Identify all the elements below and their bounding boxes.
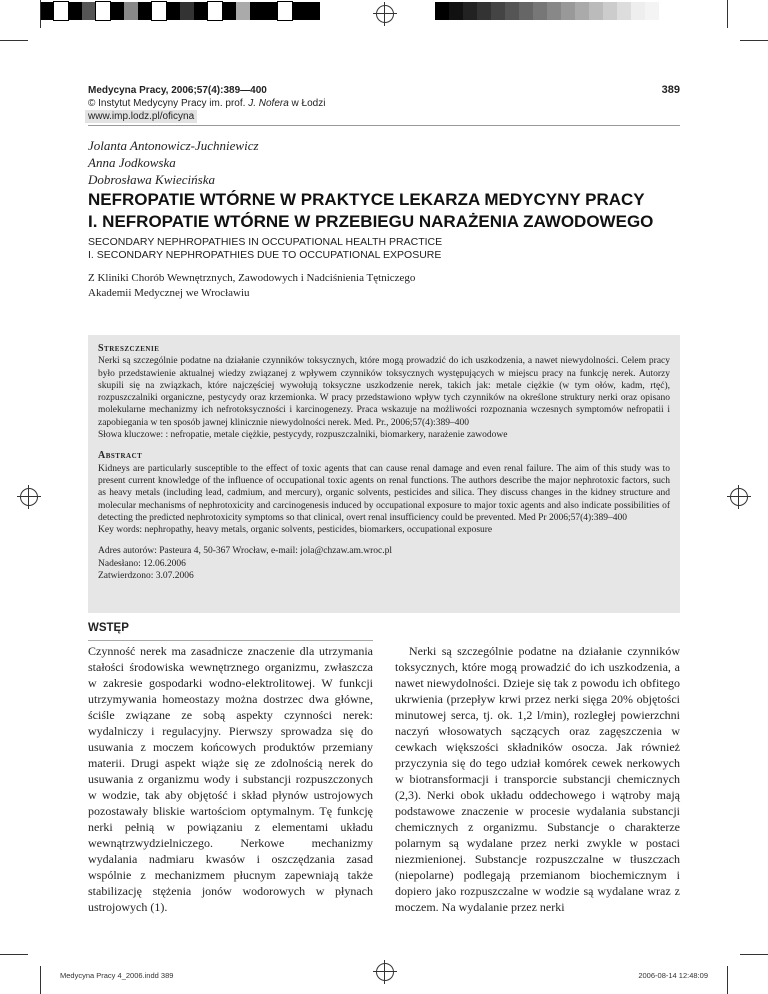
registration-mark-top <box>376 5 394 23</box>
correspondence-address: Adres autorów: Pasteura 4, 50-367 Wrocław, e-mail: jola@chzaw.am.wroc.pl <box>98 546 392 557</box>
journal-header <box>88 84 325 123</box>
article-title: NEFROPATIE WTÓRNE W PRAKTYCE LEKARZA MEDYCYNY PRACY I. NEFROPATIE WTÓRNE W PRZEBIEGU NARAŻENIA ZAWODOWEGO <box>88 190 654 231</box>
keywords-pl: Słowa kluczowe: : nefropatie, metale ciężkie, pestycydy, rozpuszczalniki, biomarkery, narażenie zawodowe <box>98 430 508 441</box>
body-column-left: Czynność nerek ma zasadnicze znaczenie dla utrzymania stałości środowiska wewnętrznego organizmu, zwłaszcza w zakresie gospodarki wodno-elektrolitowej. W funkcji utrzymywania homeostazy można dostrzec dwa główne, ściśle związane ze sobą aspekty czynności nerek: wydalniczy i regulacyjny. Pierwszy sprowadza się do usuwania z moczem końcowych produktów przemiany materii. Drugi aspekt wiąże się ze zdolnością nerek do usuwania z organizmu wody i substancji rozpuszczonych w wodzie, tak aby objętość i skład płynów ustrojowych pozostawały bliskie wartościom optymalnym. Tę funkcję nerki pełnią w powiązaniu z elementami układu wewnątrzwydzielniczego. Nerkowe mechanizmy wydalania nadmiaru kwasów i oszczędzania zasad wspólnie z mechanizmem płucnym zapewniają także stabilizację stężenia jonów wodorowych w płynach ustrojowych (1). <box>88 644 373 914</box>
journal-citation: Medycyna Pracy, 2006;57(4):389—400 <box>88 85 267 96</box>
footer-timestamp: 2006-08-14 12:48:09 <box>638 971 708 980</box>
crop-mark <box>740 40 768 41</box>
copyright-line: © Instytut Medycyny Pracy im. prof. J. Nofera w Łodzi <box>88 98 326 109</box>
affiliation: Z Kliniki Chorób Wewnętrznych, Zawodowych i Nadciśnienia Tętniczego Akademii Medycznej we Wrocławiu <box>88 272 416 299</box>
color-bar-right <box>435 2 659 20</box>
section-heading: WSTĘP <box>88 622 129 634</box>
abstract-en-text: Kidneys are particularly susceptible to the effect of toxic agents that can cause renal damage and even renal failure. The aim of this study was to present current knowledge of the influence of occupational toxic agents on renal functions. The authors describe the major nephrotoxic factors, such as heavy metals (including lead, cadmium, and mercury), organic solvents, pesticides and silica. They discuss changes in the kidney structure and molecular mechanisms of nephrotoxicity and carcinogenesis induced by occupational exposure to major toxic agents and also indicate possibilities of detecting the predicted nephrotoxicity symptoms so that clinical, overt renal insufficiency could be prevented. Med Pr 2006;57(4):389–400 <box>98 463 670 523</box>
date-received: Nadesłano: 12.06.2006 <box>98 558 186 569</box>
section-rule <box>88 640 373 641</box>
abstract-pl-text: Nerki są szczególnie podatne na działanie czynników toksycznych, które mogą prowadzić do ich uszkodzenia, a nawet niewydolności. Celem pracy było przedstawienie aktualnej wiedzy związanej z wpływem czynników toksycznych występujących w miejscu pracy na funkcję nerek. Autorzy skupili się na związkach, które najczęściej wywołują toksyczne uszkodzenie nerek, takich jak: metale ciężkie (w tym ołów, kadm, rtęć), rozpuszczalniki organiczne, pestycydy oraz krzemionka. W pracy przedstawiono wpływ tych czynników na określone struktury nerki oraz opisano molekularne mechanizmy ich nefrotoksyczności i karcinogenezy. Praca wskazuje na możliwości rozpoznania wczesnych symptomów nefropatii i zapobiegania w ten sposób jawnej klinicznie niewydolności nerek. Med. Pr., 2006;57(4):389–400 <box>98 356 670 428</box>
crop-mark <box>0 954 28 955</box>
author-name: Dobrosława Kwiecińska <box>88 172 215 187</box>
abstract-en-heading: Abstract <box>98 450 143 462</box>
author-list <box>88 137 259 188</box>
footer-file-label: Medycyna Pracy 4_2006.indd 389 <box>60 971 174 980</box>
header-rule <box>88 125 680 126</box>
abstract-pl-heading: Streszczenie <box>98 343 160 354</box>
author-name: Anna Jodkowska <box>88 155 176 170</box>
registration-mark-right <box>730 488 748 506</box>
author-name: Jolanta Antonowicz-Juchniewicz <box>88 138 259 153</box>
registration-mark-left <box>20 488 38 506</box>
crop-mark <box>727 0 728 28</box>
crop-mark <box>727 966 728 994</box>
page-number: 389 <box>661 84 680 96</box>
abstract-box <box>88 335 680 613</box>
article-title-english: SECONDARY NEPHROPATHIES IN OCCUPATIONAL HEALTH PRACTICE I. SECONDARY NEPHROPATHIES DUE TO OCCUPATIONAL EXPOSURE <box>88 236 443 261</box>
date-accepted: Zatwierdzono: 3.07.2006 <box>98 571 194 582</box>
journal-url[interactable]: www.imp.lodz.pl/oficyna <box>85 110 197 123</box>
crop-mark <box>40 0 41 28</box>
crop-mark <box>740 954 768 955</box>
crop-mark <box>40 966 41 994</box>
keywords-en: Key words: nephropathy, heavy metals, organic solvents, pesticides, biomarkers, occupational exposure <box>98 525 493 536</box>
body-column-right: Nerki są szczególnie podatne na działanie czynników toksycznych, które mogą prowadzić do ich uszkodzenia, a nawet niewydolności. Dzieje się tak z powodu ich obfitego ukrwienia (przepływ krwi przez nerki sięga 20% objętości minutowej serca, tj. ok. 1,2 l/min), rozległej powierzchni naczyń włosowatych sączących oraz zagęszczenia w cewkach większości składników osocza. Jak również przyczynia się do tego udział komórek cewek nerkowych w biotransformacji i transporcie substancji chemicznych (2,3). Nerki obok układu oddechowego i wątroby mają podstawowe znaczenie w procesie wydalania substancji chemicznych z organizmu. Substancje o charakterze polarnym są wydalane przez nerki zwykle w postaci niezmienionej. Substancje rozpuszczalne w tłuszczach (niepolarne) podlegają przemianom biochemicznym i dopiero jako rozpuszczalne w wodzie są wydalane wraz z moczem. Na wydalanie przez nerki <box>395 644 680 914</box>
crop-mark <box>0 40 28 41</box>
registration-mark-bottom <box>376 963 394 981</box>
color-bar-left <box>40 2 320 20</box>
